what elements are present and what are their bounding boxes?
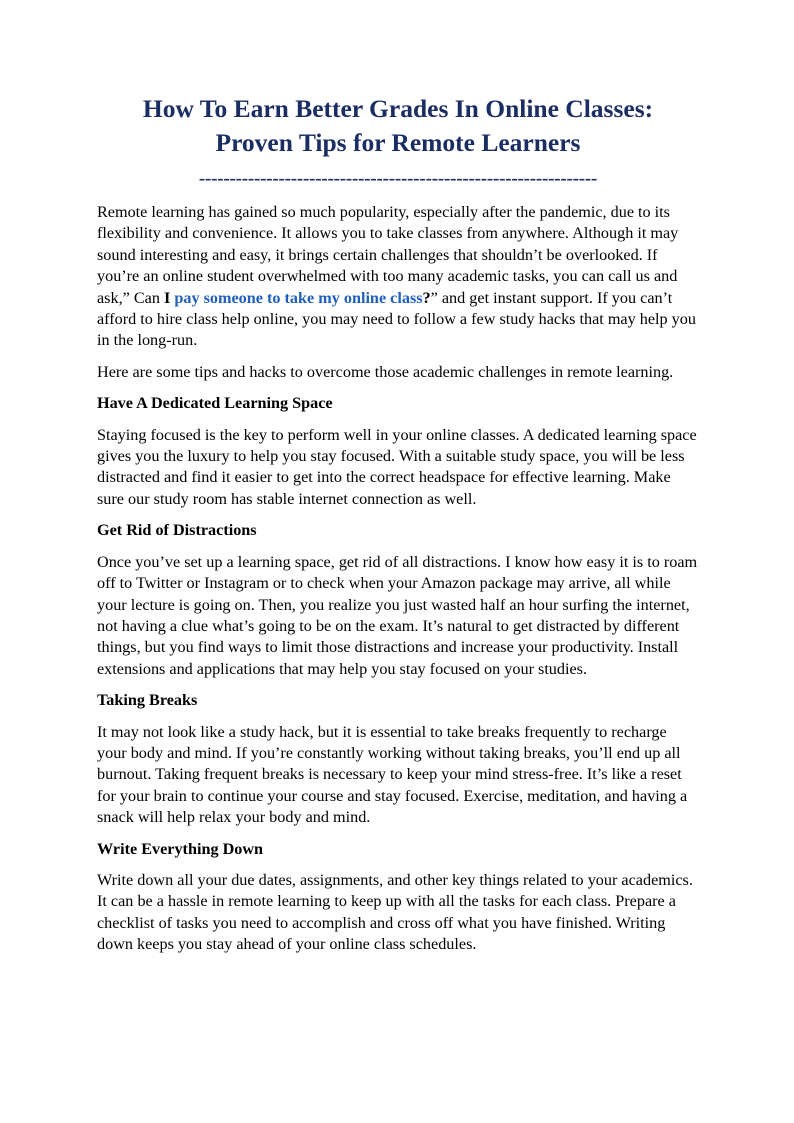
section-heading-write-down: Write Everything Down [97, 839, 264, 858]
section-body-write-down: Write down all your due dates, assignments, and other key things related to your academics. It can be a hassle in remote learning to keep up with all the tasks for each class. Prepare a checklist of tasks you need to accomplish and cross off what you have finished. Writing down keeps you stay ahead of your online class schedules. [97, 870, 693, 954]
section-body-distractions: Once you’ve set up a learning space, get rid of all distractions. I know how easy it is to roam off to Twitter or Instagram or to check when your Amazon package may arrive, all while your lecture is going on. Then, you realize you just wasted half an hour surfing the internet, not having a clue what’s going to be on the exam. It’s natural to get distracted by different things, but you find ways to limit those distractions and increase your productivity. Install extensions and applications that may help you stay focused on your studies. [97, 552, 698, 678]
title-divider: ----------------------------------------------------------------- [198, 168, 598, 189]
title-line-1: How To Earn Better Grades In Online Classes: [142, 94, 654, 123]
page-title [97, 92, 699, 160]
section-body-learning-space: Staying focused is the key to perform well in your online classes. A dedicated learning space gives you the luxury to help you stay focused. With a suitable study space, you will be less distracted and find it easier to get into the correct headspace for effective learning. Make sure our study room has stable internet connection as well. [97, 425, 697, 508]
intro-text: Remote learning has gained so much popularity, especially after the pandemic, due to its flexibility and convenience. It allows you to take classes from anywhere. Although it may sound interesting and easy, it brings certain challenges that shouldn’t be overlooked. If you’re an online student overwhelmed with too many academic tasks, you can call us and ask,” Can [97, 203, 679, 307]
section-heading-distractions: Get Rid of Distractions [97, 521, 257, 540]
document-page [97, 92, 699, 966]
section-body-breaks: It may not look like a study hack, but it is essential to take breaks frequently to recharge your body and mind. If you’re constantly working without taking breaks, you’ll end up all burnout. Taking frequent breaks is necessary to keep your mind stress-free. It’s like a reset for your brain to continue your course and stay focused. Exercise, meditation, and having a snack will help relax your body and mind. [97, 722, 688, 827]
pay-someone-link[interactable]: pay someone to take my online class [174, 288, 423, 307]
intro-text-end: ” and get instant support. If you can’t afford to hire class help online, you may need to follow a few study hacks that may help you in the long-run. [97, 288, 696, 350]
intro-bold-i: I [163, 288, 171, 307]
intro-paragraph [97, 202, 699, 352]
title-line-2: Proven Tips for Remote Learners [215, 128, 581, 157]
article-body [97, 202, 699, 956]
intro-question-mark: ? [422, 288, 431, 307]
tips-intro-paragraph: Here are some tips and hacks to overcome those academic challenges in remote learning. [97, 362, 674, 381]
section-heading-breaks: Taking Breaks [97, 691, 198, 710]
section-heading-learning-space: Have A Dedicated Learning Space [97, 394, 333, 413]
